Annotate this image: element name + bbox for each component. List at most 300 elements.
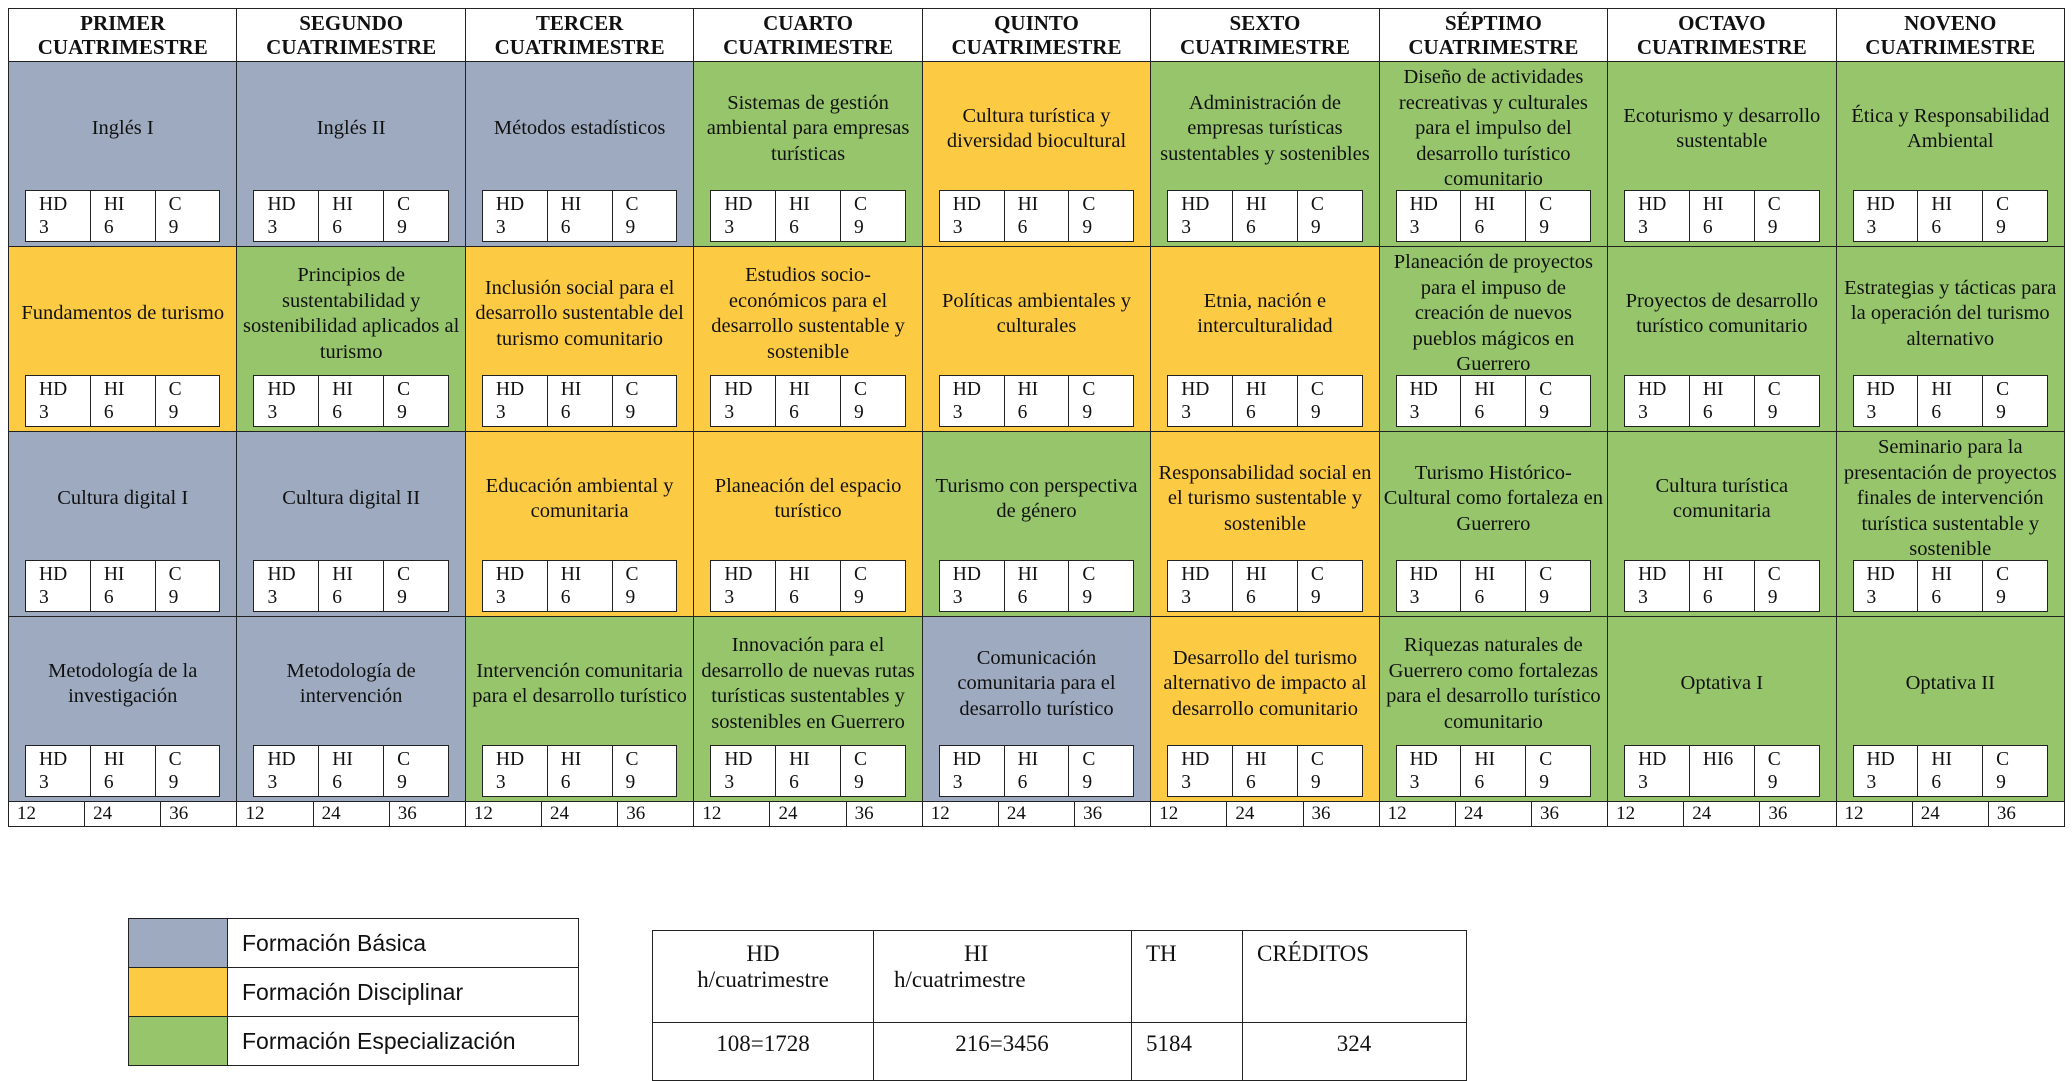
credits-c-label: C: [1310, 564, 1324, 585]
hours-hi-label: HI: [560, 749, 582, 770]
course-cell: [923, 432, 1150, 617]
column-totals: [1837, 802, 2064, 827]
hours-hi-value: 6: [1017, 772, 1028, 793]
credits-c: [1298, 191, 1362, 241]
hours-hi-value: 6: [332, 772, 342, 793]
hours-hi: [1461, 191, 1526, 241]
legend-label: Formación Disciplinar: [228, 968, 579, 1017]
credits-c-label: C: [1996, 564, 2010, 585]
course-hours: [939, 190, 1134, 242]
course-hours: [1853, 190, 2048, 242]
hours-hi-value: 6: [1246, 587, 1256, 608]
hours-hd-value: 3: [1181, 217, 1191, 238]
hours-hd: [254, 191, 319, 241]
hours-hd-label: HD: [267, 194, 296, 215]
course-name: Comunicación comunitaria para el desarrollo turístico: [957, 646, 1116, 720]
total-value: 36: [854, 803, 874, 824]
hours-hi-value: 6: [1702, 217, 1713, 238]
total-value: 36: [397, 803, 417, 824]
course-cell: [1380, 62, 1607, 247]
course-cell: [466, 62, 693, 247]
credits-c-value: 9: [397, 402, 407, 423]
credits-c: [156, 561, 220, 611]
summary-header-hi: HI h/cuatrimestre: [874, 931, 1132, 1023]
hours-hi: [1461, 561, 1526, 611]
hours-hi-label: HI: [1931, 749, 1952, 770]
course-hours: [1624, 190, 1819, 242]
course-cell: [1837, 432, 2064, 617]
course-name: Turismo con perspectiva de género: [935, 474, 1138, 522]
hours-hi-label: HI: [103, 379, 125, 400]
hours-hd-value: 3: [1181, 402, 1191, 423]
hours-hd-value: 3: [39, 402, 49, 423]
hours-hi: [91, 746, 156, 796]
course-name: Etnia, nación e interculturalidad: [1197, 289, 1333, 337]
hours-hi-value: 6: [103, 772, 114, 793]
course-hours: [939, 745, 1134, 797]
credits-c: [1526, 561, 1590, 611]
credits-c: [1298, 561, 1362, 611]
hours-hd-value: 3: [39, 217, 49, 238]
hours-hd-value: 3: [1181, 587, 1191, 608]
hours-hi-value: 6: [1474, 402, 1485, 423]
hours-hi-label: HI: [103, 194, 125, 215]
course-hours: [1853, 560, 2048, 612]
course-hours: [25, 560, 220, 612]
credits-c-label: C: [853, 749, 867, 770]
course-cell: [1151, 617, 1378, 802]
credits-c-label: C: [1767, 749, 1781, 770]
hours-hd: [940, 191, 1005, 241]
hours-hd-label: HD: [724, 564, 753, 585]
hours-hd: [711, 561, 776, 611]
hours-hi-label: HI: [1017, 379, 1039, 400]
credits-c-label: C: [397, 564, 411, 585]
hours-hi: [1461, 376, 1526, 426]
total-value: 12: [1608, 802, 1684, 826]
course-name: Cultura turística y diversidad biocultural: [946, 104, 1127, 152]
hours-hd-value: 3: [495, 772, 506, 793]
course-cell: [694, 247, 921, 432]
cuatrimestre-column: [1151, 9, 1379, 827]
credits-c-value: 9: [168, 217, 179, 238]
hours-hi-value: 6: [560, 402, 571, 423]
credits-c-label: C: [853, 564, 867, 585]
course-cell: [466, 617, 693, 802]
course-hours: [253, 190, 448, 242]
course-cell: [1608, 62, 1835, 247]
course-hours: [939, 560, 1134, 612]
credits-c-value: 9: [168, 587, 179, 608]
credits-c-label: C: [625, 749, 639, 770]
credits-c-label: C: [1310, 749, 1324, 770]
curriculum-grid: [8, 8, 2065, 827]
hours-hd: [940, 376, 1005, 426]
credits-c: [1983, 376, 2047, 426]
credits-c-value: 9: [1767, 587, 1778, 608]
hours-hd-label: HD: [267, 749, 296, 770]
summary-header-hd: HD h/cuatrimestre: [653, 931, 874, 1023]
hours-hd-label: HD: [1638, 379, 1667, 400]
hours-hi-label: HI: [789, 564, 810, 585]
hours-hi-label: HI: [1246, 379, 1267, 400]
hours-hd: [483, 376, 548, 426]
hours-hi-value: 6: [103, 402, 114, 423]
hours-hi-value: 6: [1931, 402, 1942, 423]
hours-hi-label: HI: [332, 194, 353, 215]
credits-c: [1983, 561, 2047, 611]
hours-hd-value: 3: [952, 587, 963, 608]
course-cell: [923, 617, 1150, 802]
course-hours: [1167, 745, 1362, 797]
hours-hd-value: 3: [267, 587, 278, 608]
hours-hi-label: HI: [1017, 749, 1039, 770]
credits-c: [384, 746, 448, 796]
total-value: 36: [1768, 803, 1788, 824]
hours-hd: [1397, 376, 1462, 426]
hours-hi-label: HI: [1246, 749, 1267, 770]
course-cell: [466, 247, 693, 432]
cuatrimestre-column: [466, 9, 694, 827]
hours-hi-value: 6: [1931, 587, 1942, 608]
course-hours: [253, 375, 448, 427]
course-name: Turismo Histórico-Cultural como fortaleza en Guerrero: [1383, 461, 1603, 535]
course-name: Intervención comunitaria para el desarrollo turístico: [472, 659, 687, 707]
credits-c-value: 9: [1767, 217, 1778, 238]
hours-hd: [940, 746, 1005, 796]
total-value: 36: [1996, 803, 2016, 824]
hours-hd-value: 3: [952, 217, 963, 238]
credits-c-label: C: [1539, 379, 1553, 400]
hours-hd-value: 3: [952, 402, 963, 423]
cuatrimestre-header: SEGUNDO CUATRIMESTRE: [237, 9, 464, 62]
credits-c: [1298, 746, 1362, 796]
course-hours: [1853, 745, 2048, 797]
hours-hd: [483, 561, 548, 611]
hours-hi: [1461, 746, 1526, 796]
hours-hi: [548, 746, 613, 796]
legend-swatch-disciplinar: [129, 968, 228, 1017]
credits-c-value: 9: [853, 402, 864, 423]
course-cell: [1837, 617, 2064, 802]
hours-hi-label: HI6: [1702, 749, 1734, 770]
hours-hi-label: HI: [1931, 379, 1952, 400]
credits-c: [1069, 376, 1133, 426]
hours-hd-value: 3: [1866, 217, 1877, 238]
hours-hd-label: HD: [1638, 564, 1667, 585]
total-value: 36: [1083, 803, 1103, 824]
credits-c-label: C: [1996, 379, 2010, 400]
hours-hd: [254, 746, 319, 796]
hours-hd-label: HD: [267, 564, 296, 585]
credits-c-label: C: [1310, 379, 1324, 400]
credits-c: [384, 191, 448, 241]
credits-c-label: C: [625, 194, 639, 215]
course-name: Inclusión social para el desarrollo sustentable del turismo comunitario: [475, 276, 684, 350]
hours-hd-label: HD: [952, 564, 981, 585]
credits-c-value: 9: [625, 402, 636, 423]
hours-hi-label: HI: [1474, 194, 1496, 215]
cuatrimestre-column: [1380, 9, 1608, 827]
course-name: Metodología de intervención: [286, 659, 416, 707]
cuatrimestre-header: PRIMER CUATRIMESTRE: [9, 9, 236, 62]
column-totals: [237, 802, 464, 827]
hours-hi-value: 6: [332, 587, 342, 608]
cuatrimestre-column: [1608, 9, 1836, 827]
credits-c-label: C: [1539, 194, 1553, 215]
hours-hi: [776, 191, 841, 241]
hours-hi: [1005, 376, 1070, 426]
credits-c-label: C: [1767, 564, 1781, 585]
cuatrimestre-header: TERCER CUATRIMESTRE: [466, 9, 693, 62]
hours-hd-label: HD: [1181, 564, 1210, 585]
hours-hi: [1690, 561, 1755, 611]
credits-c-value: 9: [397, 772, 407, 793]
total-value: 36: [1539, 803, 1559, 824]
credits-c-label: C: [1082, 749, 1096, 770]
hours-hd: [1397, 561, 1462, 611]
course-hours: [1396, 745, 1591, 797]
course-name: Cultura digital II: [282, 487, 421, 510]
hours-hd-label: HD: [495, 564, 525, 585]
total-value: 36: [1311, 803, 1331, 824]
hours-hi: [91, 376, 156, 426]
hours-hi-label: HI: [560, 194, 582, 215]
credits-c-label: C: [1310, 194, 1324, 215]
credits-c-label: C: [168, 194, 182, 215]
hours-hi-value: 6: [560, 587, 571, 608]
course-cell: [694, 617, 921, 802]
hours-hd-label: HD: [1638, 194, 1667, 215]
course-cell: [9, 247, 236, 432]
course-hours: [939, 375, 1134, 427]
total-value: 36: [169, 803, 189, 824]
hours-hd: [1625, 376, 1690, 426]
credits-c-label: C: [1996, 194, 2010, 215]
hours-hi: [1918, 376, 1983, 426]
course-hours: [25, 745, 220, 797]
summary-value-th: 5184: [1132, 1023, 1243, 1081]
credits-c-value: 9: [1310, 217, 1321, 238]
credits-c-label: C: [1767, 379, 1781, 400]
column-totals: [1151, 802, 1378, 827]
course-name: Seminario para la presentación de proyectos finales de intervención turística sustentable y sostenible: [1843, 436, 2057, 561]
hours-hi-label: HI: [1017, 194, 1039, 215]
course-name: Ecoturismo y desarrollo sustentable: [1623, 104, 1821, 152]
hours-hi-label: HI: [1931, 194, 1952, 215]
credits-c: [1983, 746, 2047, 796]
hours-hi-label: HI: [1246, 194, 1267, 215]
course-name: Planeación de proyectos para el impuso de creación de nuevos pueblos mágicos en Guerrero: [1393, 251, 1593, 376]
credits-c: [384, 561, 448, 611]
hours-hd-label: HD: [1866, 749, 1895, 770]
course-hours: [25, 375, 220, 427]
hours-hi: [319, 191, 384, 241]
hours-hi-value: 6: [1474, 217, 1485, 238]
credits-c-value: 9: [1082, 402, 1093, 423]
hours-hd: [254, 376, 319, 426]
credits-c: [841, 376, 905, 426]
hours-hd-label: HD: [724, 194, 753, 215]
hours-hd-value: 3: [1409, 587, 1420, 608]
column-totals: [694, 802, 921, 827]
credits-c-value: 9: [1310, 402, 1321, 423]
course-cell: [9, 617, 236, 802]
cuatrimestre-header: NOVENO CUATRIMESTRE: [1837, 9, 2064, 62]
course-hours: [710, 560, 905, 612]
hours-hi-value: 6: [1017, 217, 1028, 238]
hours-hd-label: HD: [1638, 749, 1667, 770]
hours-hi: [1918, 746, 1983, 796]
credits-c: [156, 746, 220, 796]
credits-c: [1526, 746, 1590, 796]
credits-c-label: C: [1767, 194, 1781, 215]
credits-c: [156, 191, 220, 241]
hours-hd-value: 3: [1638, 217, 1648, 238]
credits-c-label: C: [853, 194, 867, 215]
hours-hi: [319, 561, 384, 611]
hours-hd-value: 3: [1409, 402, 1420, 423]
hours-hd-value: 3: [267, 402, 278, 423]
hours-hd: [1168, 191, 1233, 241]
credits-c-value: 9: [625, 587, 636, 608]
course-cell: [1608, 432, 1835, 617]
course-name: Sistemas de gestión ambiental para empresas turísticas: [706, 91, 910, 165]
hours-hi: [1233, 191, 1298, 241]
course-name: Administración de empresas turísticas sustentables y sostenibles: [1160, 91, 1370, 165]
course-name: Innovación para el desarrollo de nuevas rutas turísticas sustentables y sostenibles en Guerrero: [701, 634, 915, 733]
hours-hd-label: HD: [495, 194, 525, 215]
hours-hi-value: 6: [789, 587, 799, 608]
course-hours: [1624, 375, 1819, 427]
hours-hi-value: 6: [103, 217, 114, 238]
hours-hd-value: 3: [267, 772, 278, 793]
cuatrimestre-header: OCTAVO CUATRIMESTRE: [1608, 9, 1835, 62]
credits-c-value: 9: [853, 772, 864, 793]
hours-hd-label: HD: [495, 749, 525, 770]
credits-c: [1069, 191, 1133, 241]
summary-header-creditos: CRÉDITOS: [1243, 931, 1467, 1023]
credits-c-value: 9: [1082, 217, 1093, 238]
credits-c-label: C: [397, 749, 411, 770]
credits-c: [1755, 746, 1819, 796]
hours-hd-label: HD: [1409, 379, 1438, 400]
course-hours: [1396, 190, 1591, 242]
hours-hi: [1233, 376, 1298, 426]
total-value: 24: [85, 802, 161, 826]
column-totals: [9, 802, 236, 827]
hours-hi-label: HI: [103, 749, 125, 770]
course-hours: [1396, 375, 1591, 427]
credits-c: [156, 376, 220, 426]
credits-c-label: C: [1082, 379, 1096, 400]
column-totals: [1380, 802, 1607, 827]
hours-hi: [776, 561, 841, 611]
credits-c-value: 9: [1082, 587, 1093, 608]
legend-label: Formación Básica: [228, 919, 579, 968]
hours-hd-value: 3: [1638, 402, 1648, 423]
hours-hi: [1005, 191, 1070, 241]
hours-hd-value: 3: [39, 772, 49, 793]
credits-c-label: C: [1539, 749, 1553, 770]
total-value: 12: [466, 802, 542, 826]
course-cell: [694, 432, 921, 617]
hours-hi-value: 6: [789, 217, 799, 238]
hours-hd-label: HD: [495, 379, 525, 400]
hours-hd: [711, 746, 776, 796]
course-name: Inglés II: [316, 117, 386, 140]
course-cell: [1151, 432, 1378, 617]
course-name: Desarrollo del turismo alternativo de impacto al desarrollo comunitario: [1163, 646, 1367, 720]
hours-hi-label: HI: [332, 564, 353, 585]
hours-hi: [1918, 561, 1983, 611]
credits-c-value: 9: [1996, 217, 2006, 238]
hours-hi: [1005, 746, 1070, 796]
course-cell: [9, 432, 236, 617]
credits-c-value: 9: [853, 587, 864, 608]
course-hours: [482, 375, 677, 427]
hours-hd: [1397, 746, 1462, 796]
hours-hi-label: HI: [1702, 194, 1724, 215]
hours-hd-label: HD: [724, 749, 753, 770]
legend-row: [129, 968, 579, 1017]
credits-c-label: C: [625, 379, 639, 400]
hours-hd-label: HD: [1866, 564, 1895, 585]
course-cell: [923, 247, 1150, 432]
hours-hd-value: 3: [1181, 772, 1191, 793]
credits-c-value: 9: [1996, 587, 2006, 608]
course-name: Optativa II: [1905, 672, 1995, 695]
hours-hd-value: 3: [1638, 587, 1648, 608]
summary-value-creditos: 324: [1243, 1023, 1467, 1081]
credits-c-value: 9: [397, 587, 407, 608]
credits-c-value: 9: [1082, 772, 1093, 793]
hours-hi-label: HI: [332, 749, 353, 770]
hours-hi: [1918, 191, 1983, 241]
course-cell: [1151, 247, 1378, 432]
total-value: 12: [694, 802, 770, 826]
credits-c-value: 9: [1539, 217, 1550, 238]
hours-hi: [319, 746, 384, 796]
summary-value-hi: 216=3456: [874, 1023, 1132, 1081]
hours-hi-label: HI: [1474, 749, 1496, 770]
hours-hd: [1168, 746, 1233, 796]
hours-hi: [548, 191, 613, 241]
credits-c: [841, 561, 905, 611]
total-value: 24: [1456, 802, 1532, 826]
hours-hd-label: HD: [952, 194, 981, 215]
course-name: Responsabilidad social en el turismo sustentable y sostenible: [1158, 461, 1372, 535]
course-name: Planeación del espacio turístico: [714, 474, 902, 522]
credits-c: [613, 376, 677, 426]
credits-c: [841, 746, 905, 796]
hours-hd-value: 3: [1638, 772, 1648, 793]
cuatrimestre-header: QUINTO CUATRIMESTRE: [923, 9, 1150, 62]
credits-c-value: 9: [1539, 772, 1550, 793]
hours-hd: [1397, 191, 1462, 241]
hours-hd-label: HD: [267, 379, 296, 400]
hours-hd-label: HD: [39, 194, 68, 215]
hours-hi-label: HI: [1017, 564, 1039, 585]
hours-hd-value: 3: [495, 587, 506, 608]
course-hours: [482, 745, 677, 797]
hours-hd: [1168, 376, 1233, 426]
hours-hi: [91, 191, 156, 241]
hours-hi: [1690, 376, 1755, 426]
hours-hi: [548, 561, 613, 611]
total-value: 36: [626, 803, 646, 824]
hours-hi-value: 6: [1931, 772, 1942, 793]
